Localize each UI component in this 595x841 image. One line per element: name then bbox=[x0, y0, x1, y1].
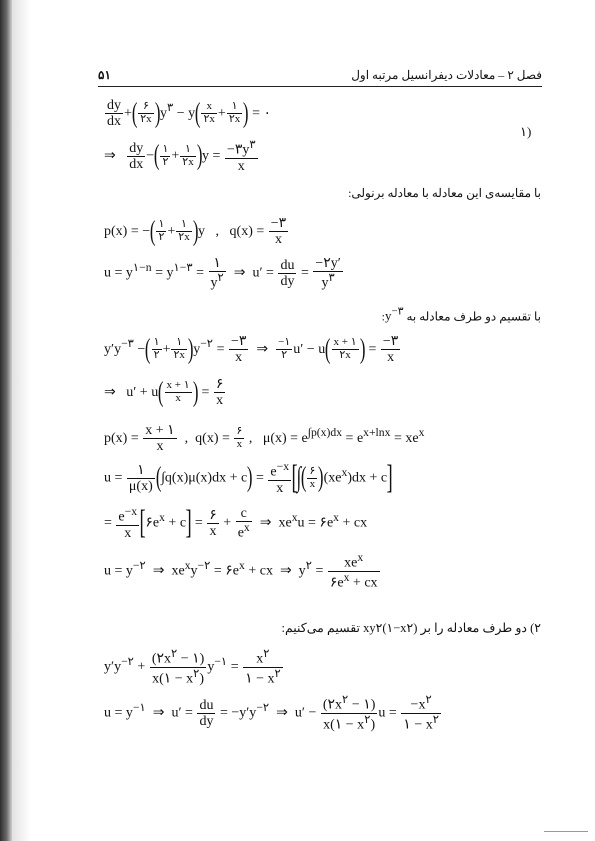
equation-8: u = $\frac{۱}{\mu(x)}$ (∫q(x)μ(x)dx + c) = $\frac{e^{-x}}{x}$ [∫( $\frac{۶}{x}$ )$(xe^x)dx + c$] bbox=[104, 459, 393, 497]
equation-4: $u = y^{۱-n} = y^{۱-۳}$ = $\frac{۱}{y^۲}$ ⇒ u′ = $\frac{du}{dy}$ = $\frac{-۲y'}{y^۳}$ bbox=[104, 256, 341, 291]
binding-shadow bbox=[12, 0, 30, 841]
equation-5: $y'y^{-۳}$ −( $\frac{۱}{۲}$ + $\frac{۱}{۲x}$ )$y^{-۲}$ = $\frac{-۳}{x}$ ⇒ $\frac{-۱}{۲}$ u′ − u( $\frac{x + ۱}{۲x}$ ) = $\frac{-۳}{x}$ bbox=[104, 333, 399, 366]
equation-11: $y'y^{-۲}$ + $\frac{(۲x^۲ - ۱)}{x(۱ - x^۲)}$ $y^{-۱}$ = $\frac{x^۲}{۱ - x^۲}$ bbox=[104, 647, 281, 687]
book-binding-edge bbox=[0, 0, 12, 841]
equation-12: $u = y^{-۱}$ ⇒ u′ = $\frac{du}{dy}$ = $-y'y^{-۲}$ ⇒ u′ − $\frac{(۲x^۲ - ۱)}{x(۱ - x^۲)}$ u = $\frac{-x^۲}{۱ - x^۲}$ bbox=[104, 693, 439, 733]
corner-rule bbox=[544, 831, 588, 832]
text-compare-bernoulli: با مقایسه‌ی این معادله با معادله برنولی: bbox=[348, 186, 541, 200]
text-divide-both-sides: با تقسیم دو طرف معادله به $y^{-۳}$: bbox=[381, 306, 541, 324]
chapter-title: فصل ۲ – معادلات دیفرانسیل مرتبه اول bbox=[351, 68, 542, 82]
problem-2-intro: ۲) دو طرف معادله را بر xy۲(۱−x۲) تقسیم می‌کنیم: bbox=[281, 621, 541, 635]
equation-9: = $\frac{e^{-x}}{x}$ $[۶e^x + c]$ = $\frac{۶}{x}$ + $\frac{c}{e^x}$ ⇒ $xe^xu$ = $۶e^x$ + cx bbox=[104, 504, 368, 542]
equation-1: $\frac{dy}{dx}$ +( $\frac{۶}{۲x}$ )$y^۳ - y$( $\frac{x}{۲x}$ + $\frac{۱}{۲x}$ ) = ۰ bbox=[107, 97, 271, 130]
header-rule bbox=[98, 86, 542, 87]
problem-1-number: ۱) bbox=[520, 124, 532, 139]
page-number: ۵۱ bbox=[98, 68, 111, 82]
equation-2: ⇒ $\frac{dy}{dx}$ −( $\frac{۱}{۲}$ + $\frac{۱}{۲x}$ )y = $\frac{-۳y^۳}{x}$ bbox=[104, 138, 256, 174]
equation-6: ⇒ u′ + u( $\frac{x + ۱}{x}$ ) = $\frac{۶}{x}$ bbox=[104, 376, 224, 409]
equation-10: $u = y^{-۲}$ ⇒ $xe^xy^{-۲}$ = $۶e^x$ + cx ⇒ $y^۲$ = $\frac{xe^x}{۶e^x + cx}$ bbox=[104, 551, 378, 591]
page-header bbox=[98, 68, 542, 84]
equation-7: p(x) = $\frac{x + ۱}{x}$ , q(x) = $\frac{۶}{x}$ , $\mu(x) = e^{\int p(x)dx} = e^{x+lnx} = xe^x$ bbox=[104, 423, 425, 455]
equation-3: p(x) = −( $\frac{۱}{۲}$ + $\frac{۱}{۲x}$ )y , q(x) = $\frac{-۳}{x}$ bbox=[104, 215, 287, 248]
